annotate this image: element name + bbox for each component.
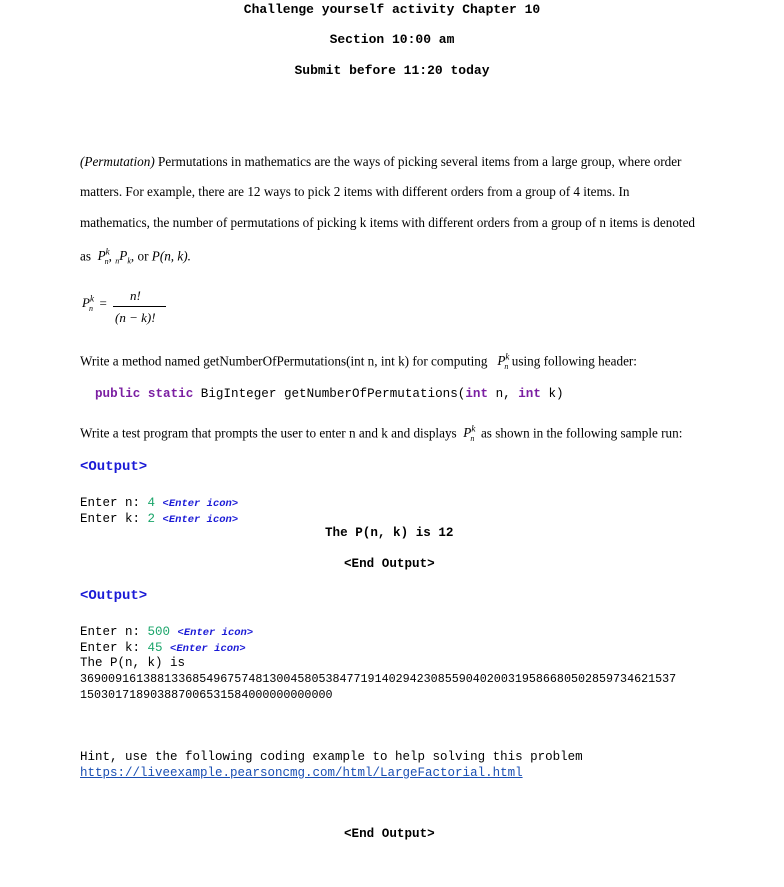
formula-numerator: n! [130,288,141,303]
enter-icon: <Enter icon> [162,498,239,510]
output-2-title: <Output> [80,588,148,604]
enter-icon: <Enter icon> [162,514,239,526]
output-1-enter-k: Enter k: 2 <Enter icon> [80,512,239,526]
notation-np-k: $_nP_k$ [115,248,131,267]
section-time: Section 10:00 am [329,32,455,47]
notation-p-n-k: $P^k_n$ [94,247,110,267]
enter-icon: <Enter icon> [177,627,254,639]
test-description: Write a test program that prompts the user to enter n and k and displays $P^k_n$ as shown in the following sample run: [80,424,683,444]
fraction-bar [113,306,166,307]
page-title: Challenge yourself activity Chapter 10 [243,2,541,17]
output-2-end: <End Output> [344,827,435,841]
intro-line-2: matters. For example, there are 12 ways to pick 2 items with different orders from a group of 4 items. In [80,184,630,199]
output-1-result: The P(n, k) is 12 [325,526,454,540]
hint-link-row [80,766,523,780]
output-2-result-line-1: 369009161388133685496757481300458053847719140294230855904020031958668050285973462153​7 [80,672,677,686]
output-1-end: <End Output> [344,557,435,571]
submit-deadline: Submit before 11:20 today [294,63,490,78]
output-1-enter-n: Enter n: 4 <Enter icon> [80,496,239,510]
hint-link[interactable]: https://liveexample.pearsoncmg.com/html/LargeFactorial.html [80,766,523,780]
notation-pnk: P(n, k). [151,248,191,264]
output-2-enter-n: Enter n: 500 <Enter icon> [80,625,254,639]
output-1-title: <Output> [80,459,148,475]
enter-icon: <Enter icon> [170,643,246,655]
intro-line-4: as $P^k_n$, $_nP_k$, or P(n, k). [80,247,191,267]
method-description: Write a method named getNumberOfPermutations(int n, int k) for computing $P^k_n$ using following header: [80,352,637,372]
intro-line-3: mathematics, the number of permutations of picking k items with different orders from a group of n items is denoted [80,215,696,230]
permutation-label: (Permutation) [80,154,155,169]
output-2-enter-k: Enter k: 45 <Enter icon> [80,641,246,655]
output-2-result-line-2: 150301718903887006531584000000000000 [80,688,333,702]
formula-denominator: (n − k)! [115,310,156,325]
formula-lhs: $P^k_n$ [82,294,94,313]
method-header-code: public static BigInteger getNumberOfPermutations(int n, int k) [95,387,564,401]
output-2-result-label: The P(n, k) is [80,656,186,670]
formula: $P^k_n$ = [82,294,107,313]
intro-line-1: (Permutation) Permutations in mathematics are the ways of picking several items from a large group, where order [80,154,682,169]
hint-text: Hint, use the following coding example to help solving this problem [80,750,583,764]
